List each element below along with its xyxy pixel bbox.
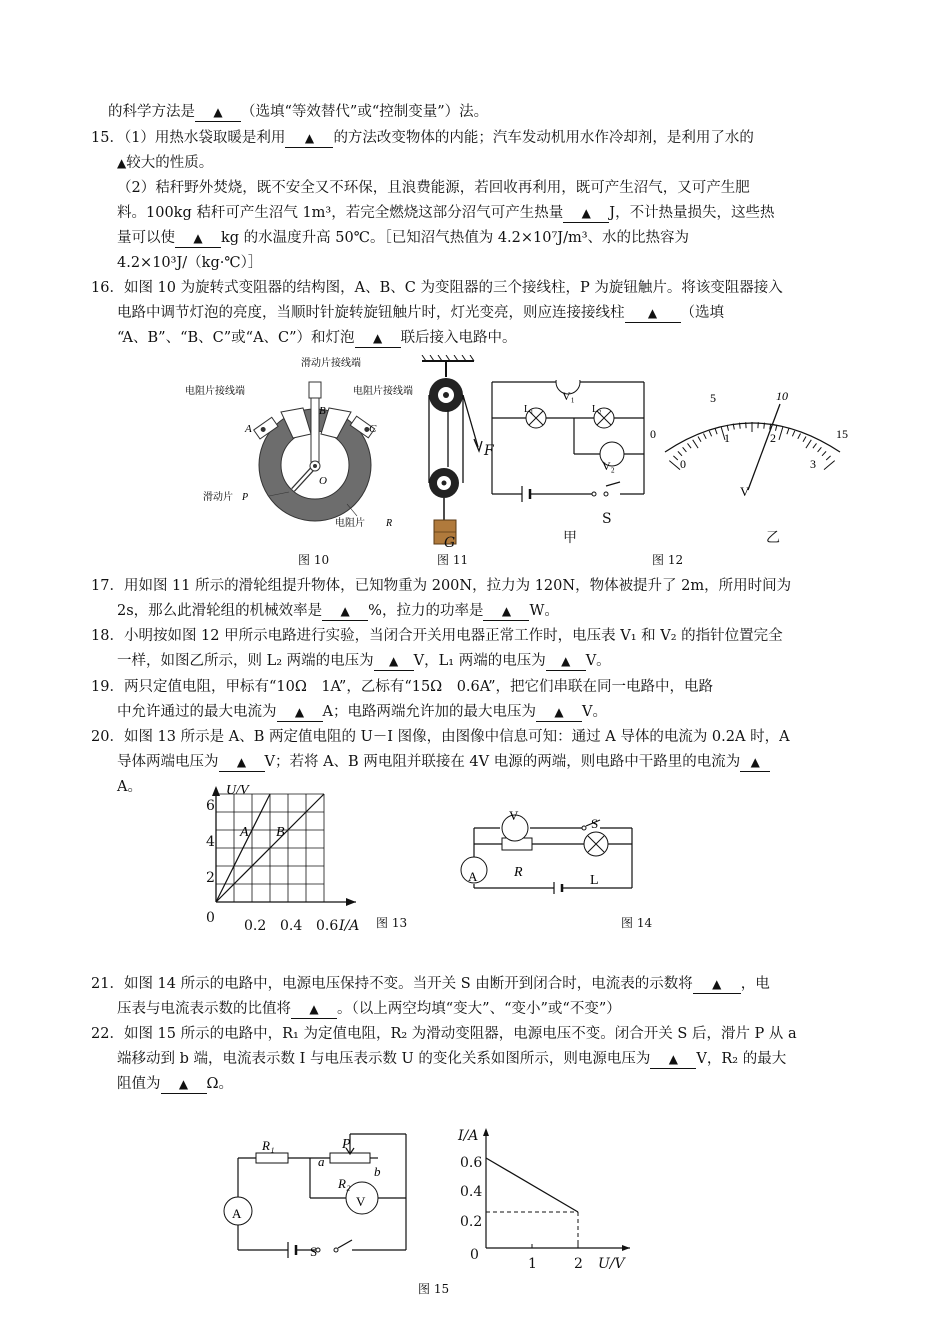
dial-tick bbox=[683, 447, 687, 452]
dial-tick bbox=[824, 461, 835, 470]
question-15: 15．（1）用热水袋取暖是利用 ▲ 的方法改变物体的内能；汽车发动机用水作冷却剂，是利用了水的 bbox=[91, 130, 754, 146]
label-14-r: R bbox=[514, 865, 523, 880]
dial-tick bbox=[813, 443, 817, 448]
label-15-p: P bbox=[342, 1137, 351, 1152]
figure-12-circuit-jia bbox=[488, 380, 648, 505]
caption-fig15: 图 15 bbox=[418, 1282, 450, 1296]
label-14-a: A bbox=[468, 869, 478, 884]
dial-top-10: 10 bbox=[776, 389, 788, 403]
caption-fig11: 图 11 bbox=[437, 553, 469, 567]
label-b: B bbox=[319, 405, 326, 417]
figure-14-circuit bbox=[460, 800, 640, 895]
dial-tick bbox=[806, 440, 811, 448]
figure-13-ui-graph bbox=[198, 782, 368, 932]
label-15-r2: R₂ bbox=[338, 1176, 351, 1191]
label-f: F bbox=[484, 443, 494, 459]
dial-bottom-1: 1 bbox=[724, 431, 730, 445]
dial-tick bbox=[698, 437, 701, 442]
label-dial-v: V bbox=[740, 484, 750, 499]
label-15-a-end: a bbox=[318, 1154, 325, 1169]
label-r: R bbox=[386, 518, 393, 529]
question-19: 19．两只定值电阻，甲标有“10Ω 1A”，乙标有“15Ω 0.6A”，把它们串联在同一电路中，电路 bbox=[91, 679, 714, 695]
graph13-ytick-4: 4 bbox=[206, 834, 215, 850]
figure-12-voltmeter-dial bbox=[640, 380, 865, 510]
dial-bottom-3: 3 bbox=[810, 457, 816, 471]
answer-blank[interactable]: ▲ bbox=[285, 129, 333, 148]
graph13-ytick-2: 2 bbox=[206, 870, 215, 886]
dial-tick bbox=[822, 451, 826, 455]
label-15-s: S bbox=[310, 1244, 318, 1259]
dial-tick bbox=[803, 437, 806, 442]
question-20: 20．如图 13 所示是 A、B 两定值电阻的 U－I 图像，由图像中信息可知：通过 A 导体的电流为 0.2A 时，A bbox=[91, 729, 790, 745]
dial-tick bbox=[779, 427, 783, 440]
answer-blank[interactable]: ▲ bbox=[277, 703, 323, 722]
label-a: A bbox=[245, 423, 252, 435]
dial-tick bbox=[673, 456, 677, 460]
caption-fig12: 图 12 bbox=[652, 553, 684, 567]
label-g: G bbox=[444, 535, 456, 551]
answer-blank[interactable]: ▲ bbox=[117, 156, 127, 170]
dial-tick bbox=[715, 429, 717, 435]
label-14-s: S bbox=[591, 816, 599, 831]
dial-tick bbox=[826, 456, 830, 460]
answer-blank[interactable]: ▲ bbox=[374, 652, 414, 671]
graph15-xlabel: U/V bbox=[598, 1256, 625, 1272]
question-21: 21．如图 14 所示的电路中，电源电压保持不变。当开关 S 由断开到闭合时，电流表的示数将 ▲ ，电 bbox=[91, 976, 770, 992]
graph13-label-b: B bbox=[276, 825, 285, 840]
answer-blank[interactable]: ▲ bbox=[322, 602, 368, 621]
caption-fig13: 图 13 bbox=[376, 916, 408, 930]
figure-10-rotary-rheostat bbox=[185, 350, 415, 545]
label-s: S bbox=[602, 511, 612, 527]
label-c: C bbox=[369, 423, 377, 435]
graph15-ytick-06: 0.6 bbox=[460, 1155, 483, 1171]
label-o: O bbox=[319, 475, 327, 487]
question-18: 18．小明按如图 12 甲所示电路进行实验，当闭合开关用电器正常工作时，电压表 V₁ 和 V₂ 的指针位置完全 bbox=[91, 628, 783, 644]
question-22: 22．如图 15 所示的电路中，R₁ 为定值电阻，R₂ 为滑动变阻器，电源电压不变。闭合开关 S 后，滑片 P 从 a bbox=[91, 1026, 797, 1042]
label-res-terminal-left: 电阻片接线端 bbox=[185, 386, 245, 397]
figure-15-circuit bbox=[212, 1126, 412, 1261]
dial-bottom-0: 0 bbox=[680, 457, 686, 471]
line-q14-end: 的科学方法是 ▲ （选填“等效替代”或“控制变量”）法。 bbox=[108, 104, 489, 120]
graph13-xtick-04: 0.4 bbox=[280, 918, 303, 934]
dial-top-0: 0 bbox=[650, 427, 656, 441]
dial-tick bbox=[740, 423, 741, 429]
answer-blank[interactable]: ▲ bbox=[740, 753, 770, 772]
graph15-line bbox=[486, 1158, 578, 1212]
dial-bottom-2: 2 bbox=[770, 431, 776, 445]
answer-blank[interactable]: ▲ bbox=[355, 329, 401, 348]
answer-blank[interactable]: ▲ bbox=[291, 1000, 337, 1019]
label-v2: V₂ bbox=[602, 459, 615, 473]
label-v1: V₁ bbox=[562, 389, 575, 403]
label-15-ammeter: A bbox=[232, 1206, 242, 1221]
pull-rope bbox=[463, 395, 478, 447]
label-yi: 乙 bbox=[766, 530, 780, 546]
dial-tick bbox=[678, 451, 682, 455]
answer-blank[interactable]: ▲ bbox=[219, 753, 265, 772]
label-15-b-end: b bbox=[374, 1164, 381, 1179]
graph15-xtick-1: 1 bbox=[528, 1256, 537, 1272]
figure-11-pulley bbox=[418, 355, 488, 550]
dial-tick bbox=[818, 447, 822, 452]
dial-top-15: 15 bbox=[836, 427, 848, 441]
answer-blank[interactable]: ▲ bbox=[693, 975, 741, 994]
answer-blank[interactable]: ▲ bbox=[546, 652, 586, 671]
answer-blank[interactable]: ▲ bbox=[563, 204, 609, 223]
caption-fig14: 图 14 bbox=[621, 916, 653, 930]
label-14-l: L bbox=[590, 873, 599, 888]
graph15-xtick-2: 2 bbox=[574, 1256, 583, 1272]
label-slider: 滑动片 bbox=[203, 492, 233, 503]
dial-tick bbox=[709, 431, 711, 437]
dial-tick bbox=[704, 434, 707, 439]
label-res-terminal-right: 电阻片接线端 bbox=[353, 386, 413, 397]
graph15-origin: 0 bbox=[470, 1247, 479, 1263]
caption-fig10: 图 10 bbox=[298, 553, 330, 567]
answer-blank[interactable]: ▲ bbox=[195, 103, 241, 122]
label-15-voltmeter: V bbox=[356, 1194, 366, 1209]
label-resistor: 电阻片 bbox=[335, 518, 365, 529]
answer-blank[interactable]: ▲ bbox=[536, 703, 582, 722]
question-16: 16．如图 10 为旋转式变阻器的结构图，A、B、C 为变阻器的三个接线柱，P 为旋钮触片。将该变阻器接入 bbox=[91, 280, 783, 296]
graph15-ylabel: I/A bbox=[458, 1128, 479, 1144]
graph15-ytick-02: 0.2 bbox=[460, 1214, 483, 1230]
graph13-ylabel: U/V bbox=[226, 783, 249, 798]
label-slide-terminal: 滑动片接线端 bbox=[301, 358, 361, 369]
label-l2: L₂ bbox=[592, 404, 602, 415]
graph13-origin: 0 bbox=[206, 910, 215, 926]
graph13-xlabel: I/A bbox=[339, 918, 360, 934]
answer-blank[interactable]: ▲ bbox=[161, 1075, 207, 1094]
label-l1: L₁ bbox=[524, 404, 534, 415]
dial-tick bbox=[787, 429, 789, 435]
graph15-ytick-04: 0.4 bbox=[460, 1184, 483, 1200]
label-jia: 甲 bbox=[563, 530, 577, 546]
dial-tick bbox=[693, 440, 698, 448]
graph13-xtick-02: 0.2 bbox=[244, 918, 267, 934]
dial-tick bbox=[764, 423, 765, 429]
label-15-r1: R₁ bbox=[262, 1138, 275, 1153]
label-14-v: V bbox=[509, 808, 519, 823]
answer-blank[interactable]: ▲ bbox=[650, 1050, 696, 1069]
question-17: 17．用如图 11 所示的滑轮组提升物体，已知物重为 200N，拉力为 120N，物体被提升了 2m，所用时间为 bbox=[91, 578, 792, 594]
graph13-xtick-06: 0.6 bbox=[316, 918, 339, 934]
dial-pointer bbox=[748, 404, 780, 490]
label-p: P bbox=[242, 492, 249, 503]
dial-top-5: 5 bbox=[710, 391, 716, 405]
r1-resistor bbox=[256, 1153, 288, 1163]
answer-blank[interactable]: ▲ bbox=[483, 602, 529, 621]
dial-tick bbox=[798, 434, 801, 439]
dial-tick bbox=[688, 443, 692, 448]
answer-blank[interactable]: ▲ bbox=[625, 304, 681, 323]
slider-stem bbox=[311, 390, 319, 462]
dial-tick bbox=[669, 461, 680, 470]
dial-tick bbox=[792, 431, 794, 437]
graph13-label-a: A bbox=[240, 825, 249, 840]
graph13-ytick-6: 6 bbox=[206, 798, 215, 814]
answer-blank[interactable]: ▲ bbox=[175, 229, 221, 248]
dial-tick bbox=[776, 425, 777, 431]
